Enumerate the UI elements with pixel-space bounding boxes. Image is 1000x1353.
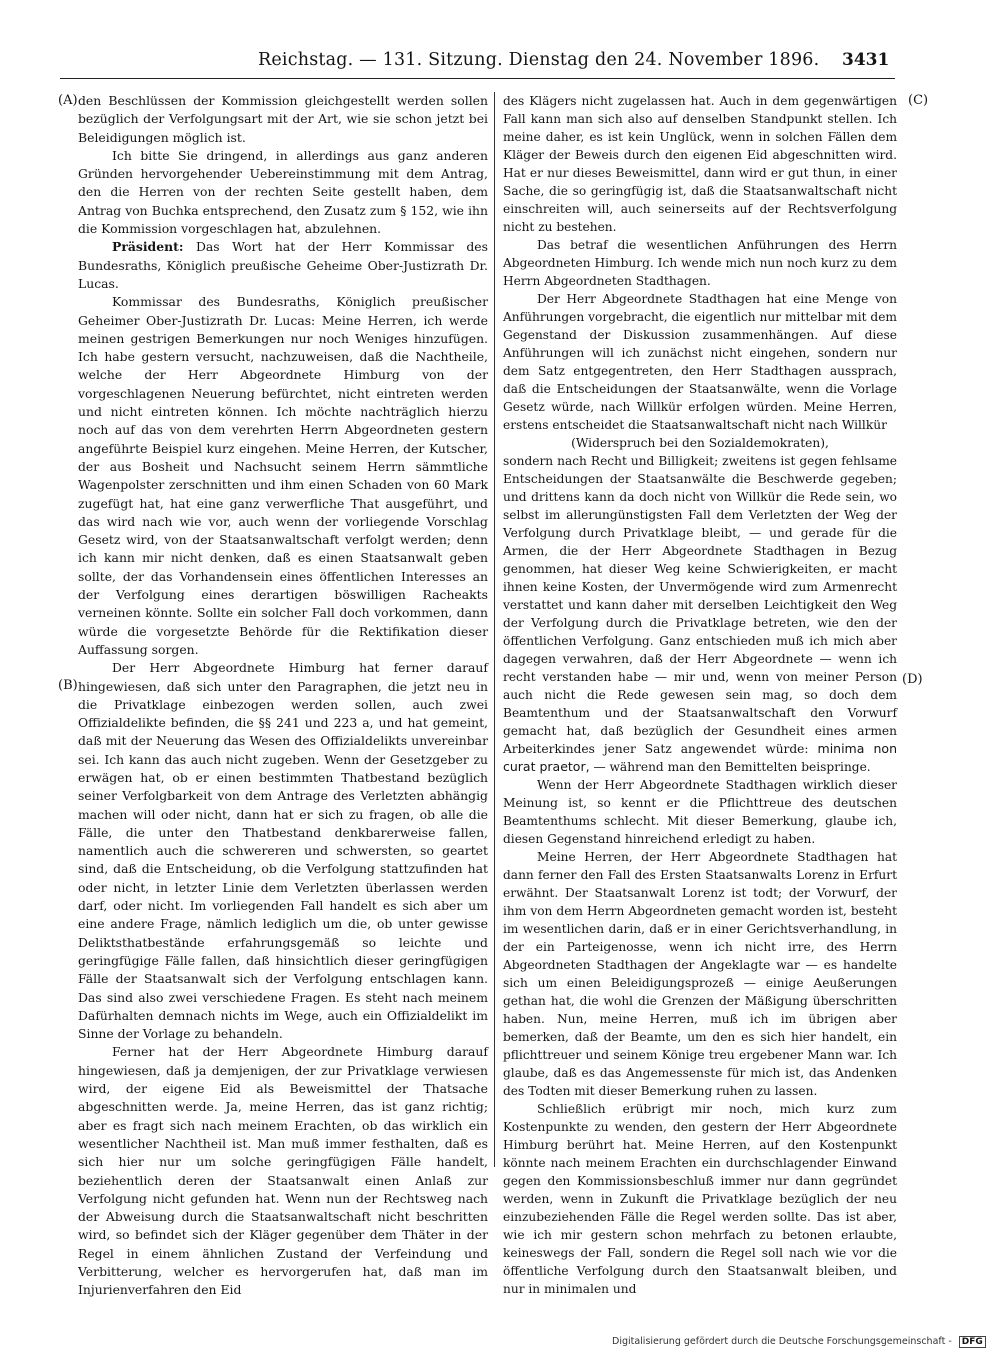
footer xyxy=(612,1336,986,1348)
paragraph xyxy=(503,452,897,776)
margin-mark-a: (A) xyxy=(58,93,78,108)
paragraph-text: Meine Herren, ich werde meinen gestrigen Bemerkungen nur noch Weniges hinzufügen. Ich habe gestern versucht, nachzuweisen, daß die Nachtheile, welche der Herr Abgeordnete Himburg von der vorgeschlagenen Neuerung befürchtet, nicht eintreten werden und nicht eintreten können. Ich möchte nachträglich hierzu noch auf das von dem verehrten Herrn Abgeordneten gestern angeführte Beispiel kurz eingehen. Meine Herren, der Kutscher, der aus Bosheit und Nachsucht seinem Herrn sämmtliche Wagenpolster zerschnitten und ihm einen Schaden von 60 Mark zugefügt hat, hat eine ganz verwerfliche That ausgeführt, und das wird nach wie vor, auch wenn der vorliegende Vorschlag Gesetz wird, von der Staatsanwaltschaft verfolgt werden; denn ich kann mir nicht denken, daß es einen Staatsanwalt geben sollte, der das Vorhandensein eines öffentlichen Interesses an der Verfolgung eines derartigen böswilligen Racheakts verneinen könnte. Sollte ein solcher Fall doch vorkommen, dann würde die vorgesetzte Behörde für die Rektifikation dieser Auffassung sorgen. xyxy=(78,312,488,657)
paragraph: Das betraf die wesentlichen Anführungen des Herrn Abgeordneten Himburg. Ich wende mich nun noch kurz zu dem Herrn Abgeordneten Stadthagen. xyxy=(503,238,897,288)
paragraph: Der Herr Abgeordnete Himburg hat ferner darauf hingewiesen, daß sich unter den Paragraphen, die jetzt neu in die Privatklage einbezogen werden sollen, auch zwei Offizialdelikte befinden, die §§ 241 und 223 a, und hat gemeint, daß mit der Neuerung das Wesen des Offizialdelikts unvereinbar sei. Ich kann das auch nicht zugeben. Wenn der Gesetzgeber zu erwägen hat, ob er einen bestimmten Thatbestand bezüglich seiner Verfolgbarkeit von dem Antrage des Verletzten abhängig machen will oder nicht, dann hat er sich zu fragen, ob alle die Fälle, die unter den Thatbestand denkbarerweise fallen, namentlich auch die schwereren und schwersten, so geartet sind, daß die Entscheidung, ob die Verfolgung stattzufinden hat oder nicht, in letzter Linie dem Verletzten überlassen werden darf, oder nicht. Im vorliegenden Fall handelt es sich aber um eine andere Frage, nämlich lediglich um die, ob unter gewisse Deliktsthatbestände erfahrungsgemäß so leichte und geringfügige Fälle fallen, daß hinsichtlich dieser geringfügigen Fälle der Staatsanwalt sich der Verfolgung entschlagen kann. Das sind also zwei verschiedene Fragen. Es steht nach meinem Dafürhalten demnach nichts im Wege, auch ein Offizialdelikt im Sinne der Vorlage zu behandeln. xyxy=(78,660,488,1042)
paragraph-text: sondern nach Recht und Billigkeit; zweitens ist gegen fehlsame Entscheidungen der Staatsanwälte die Beschwerde gegeben; und drittens kann da doch nicht von Willkür die Rede sein, wo selbst im allerungünstigsten Fall dem Verletzten der Weg der Verfolgung durch Privatklage bleibt, — und gerade für die Armen, die der Herr Abgeordnete Stadthagen in Bezug genommen, hat dieser Weg keine Schwierigkeiten, er macht ihnen keine Kosten, der Unvermögende wird zum Armenrecht verstattet und kann daher mit derselben Leichtigkeit den Weg der Verfolgung durch die Privatklage betreten, wie den der öffentlichen Verfolgung. Ganz entschieden muß ich mich aber dagegen verwahren, daß der Herr Abgeordnete — wenn ich recht verstanden habe — mir und, wenn von meiner Person auch nicht die Rede gewesen sein mag, so doch dem Beamtenthum und der Staatsanwaltschaft den Vorwurf gemacht hat, daß bezüglich der Gesundheit eines armen Arbeiterkindes jener Satz angewendet würde: xyxy=(503,454,897,756)
paragraph: Ich bitte Sie dringend, in allerdings aus ganz anderen Gründen hervorgehender Uebereinstimmung mit dem Antrag, den die Herren von der rechten Seite gestellt haben, dem Antrag von Buchka entsprechend, den Zusatz zum § 152, wie ihn die Kommission vorgeschlagen hat, abzulehnen. xyxy=(78,147,488,237)
paragraph: Der Herr Abgeordnete Stadthagen hat eine Menge von Anführungen vorgebracht, die eigentlich nur mittelbar mit dem Gegenstand der Diskussion zusammenhängen. Auf diese Anführungen will ich zunächst nicht eingehen, sondern nur dem Satz entgegentreten, den Herr Stadthagen aussprach, daß die Entscheidungen der Staatsanwälte, wenn die Vorlage Gesetz würde, nach Willkür erfolgen würden. Meine Herren, erstens entscheidet die Staatsanwaltschaft nicht nach Willkür xyxy=(503,292,897,432)
latin-quote: minima non curat praetor, xyxy=(503,741,897,774)
header-rule xyxy=(60,78,895,79)
left-column xyxy=(78,92,488,1300)
paragraph: den Beschlüssen der Kommission gleichgestellt werden sollen bezüglich der Verfolgungsart mit der Art, wie sie schon jetzt bei Beleidigungen möglich ist. xyxy=(78,93,488,145)
paragraph: des Klägers nicht zugelassen hat. Auch in dem gegenwärtigen Fall kann man sich also auf denselben Standpunkt stellen. Ich meine daher, es ist kein Unglück, wenn in solchen Fällen dem Kläger der Beweis durch den eigenen Eid abgeschnitten wird. Hat er nur dieses Beweismittel, dann wird er gut thun, in einer Sache, die so geringfügig ist, daß die Staatsanwaltschaft nicht einschreiten will, auch seinerseits auf der Rechtsverfolgung nicht zu bestehen. xyxy=(503,94,897,234)
interjection: (Widerspruch bei den Sozialdemokraten), xyxy=(571,436,829,450)
paragraph: Schließlich erübrigt mir noch, mich kurz zum Kostenpunkte zu wenden, den gestern der Herr Abgeordnete Himburg berührt hat. Meine Herren, auf den Kostenpunkt könnte nach meinem Erachten ein durchschlagender Einwand gegen den Kommissionsbeschluß immer nur dann gegründet werden, wenn in Zukunft die Privatklage bezüglich der neu einzubeziehenden Fälle die Regel werden sollte. Das ist aber, wie ich mir gestern schon mehrfach zu betonen erlaubte, keineswegs der Fall, sondern die Regel soll nach wie vor die öffentliche Verfolgung durch den Staatsanwalt bleiben, und nur in minimalen und xyxy=(503,1102,897,1296)
margin-mark-c: (C) xyxy=(908,93,929,108)
paragraph: Wenn der Herr Abgeordnete Stadthagen wirklich dieser Meinung ist, so kennt er die Pflichttreue des deutschen Beamtenthums schlecht. Mit dieser Bemerkung, glaube ich, diesen Gegenstand hinreichend erledigt zu haben. xyxy=(503,778,897,846)
page-header xyxy=(0,0,1000,80)
dfg-logo: DFG xyxy=(959,1336,986,1348)
margin-mark-d: (D) xyxy=(902,672,923,687)
paragraph: Ferner hat der Herr Abgeordnete Himburg darauf hingewiesen, daß ja demjenigen, der zur Privatklage verwiesen wird, der eigene Eid als Beweismittel der Thatsache abgeschnitten werde. Ja, meine Herren, das ist ganz richtig; aber es fragt sich nach meinem Erachten, ob das wirklich ein wesentlicher Nachtheil ist. Man muß immer festhalten, daß es sich hier nur um solche geringfügigen Fälle handelt, beziehentlich deren der Staatsanwalt einen Anlaß zur Verfolgung nicht gefunden hat. Wenn nun der Rechtsweg nach der Abweisung durch die Staatsanwaltschaft nicht beschritten wird, so befindet sich der Kläger gegenüber dem Thäter in der Regel in einem ähnlichen Zustand der Verfeindung und Verbitterung, welcher es hervorgerufen hat, daß man im Injurienverfahren den Eid xyxy=(78,1044,488,1298)
running-title: Reichstag. — 131. Sitzung. Dienstag den 24. November 1896. xyxy=(258,50,820,70)
margin-mark-b: (B) xyxy=(58,678,78,693)
paragraph: Meine Herren, der Herr Abgeordnete Stadthagen hat dann ferner den Fall des Ersten Staatsanwalts Lorenz in Erfurt erwähnt. Der Staatsanwalt Lorenz ist todt; der Vorwurf, der ihm von dem Herrn Abgeordneten gemacht worden ist, besteht im wesentlichen darin, daß er in einer Gerichtsverhandlung, in der ein Parteigenosse, wenn ich nicht irre, des Herrn Abgeordneten Stadthagen der Angeklagte war — es handelte sich um einen Beleidigungsprozeß — einige Aeußerungen gethan hat, die wohl die Grenzen der Mäßigung überschritten haben. Nun, meine Herren, muß ich im übrigen aber bemerken, daß der Beamte, um den es sich hier handelt, ein pflichttreuer und seinem Könige treu ergebener Mann war. Ich glaube, daß es das Angemessenste für mich ist, das Andenken des Todten mit dieser Bemerkung ruhen zu lassen. xyxy=(503,850,897,1098)
paragraph xyxy=(78,238,488,293)
speaker-label: Präsident: xyxy=(112,239,184,255)
footer-text: Digitalisierung gefördert durch die Deutsche Forschungsgemeinschaft - xyxy=(612,1336,952,1347)
speaker-label: Kommissar des Bundesraths, Königlich preußischer Geheimer Ober-Justizrath Dr. Lucas: xyxy=(78,294,488,328)
paragraph-text: Das Wort hat der Herr Kommissar des Bundesraths, Königlich preußische Geheime Ober-Justizrath Dr. Lucas. xyxy=(78,239,488,291)
paragraph xyxy=(78,293,488,659)
paragraph-text: — während man den Bemittelten beispringe. xyxy=(593,760,871,774)
column-divider xyxy=(494,92,495,1167)
right-column xyxy=(503,92,897,1298)
page-number: 3431 xyxy=(842,50,890,70)
